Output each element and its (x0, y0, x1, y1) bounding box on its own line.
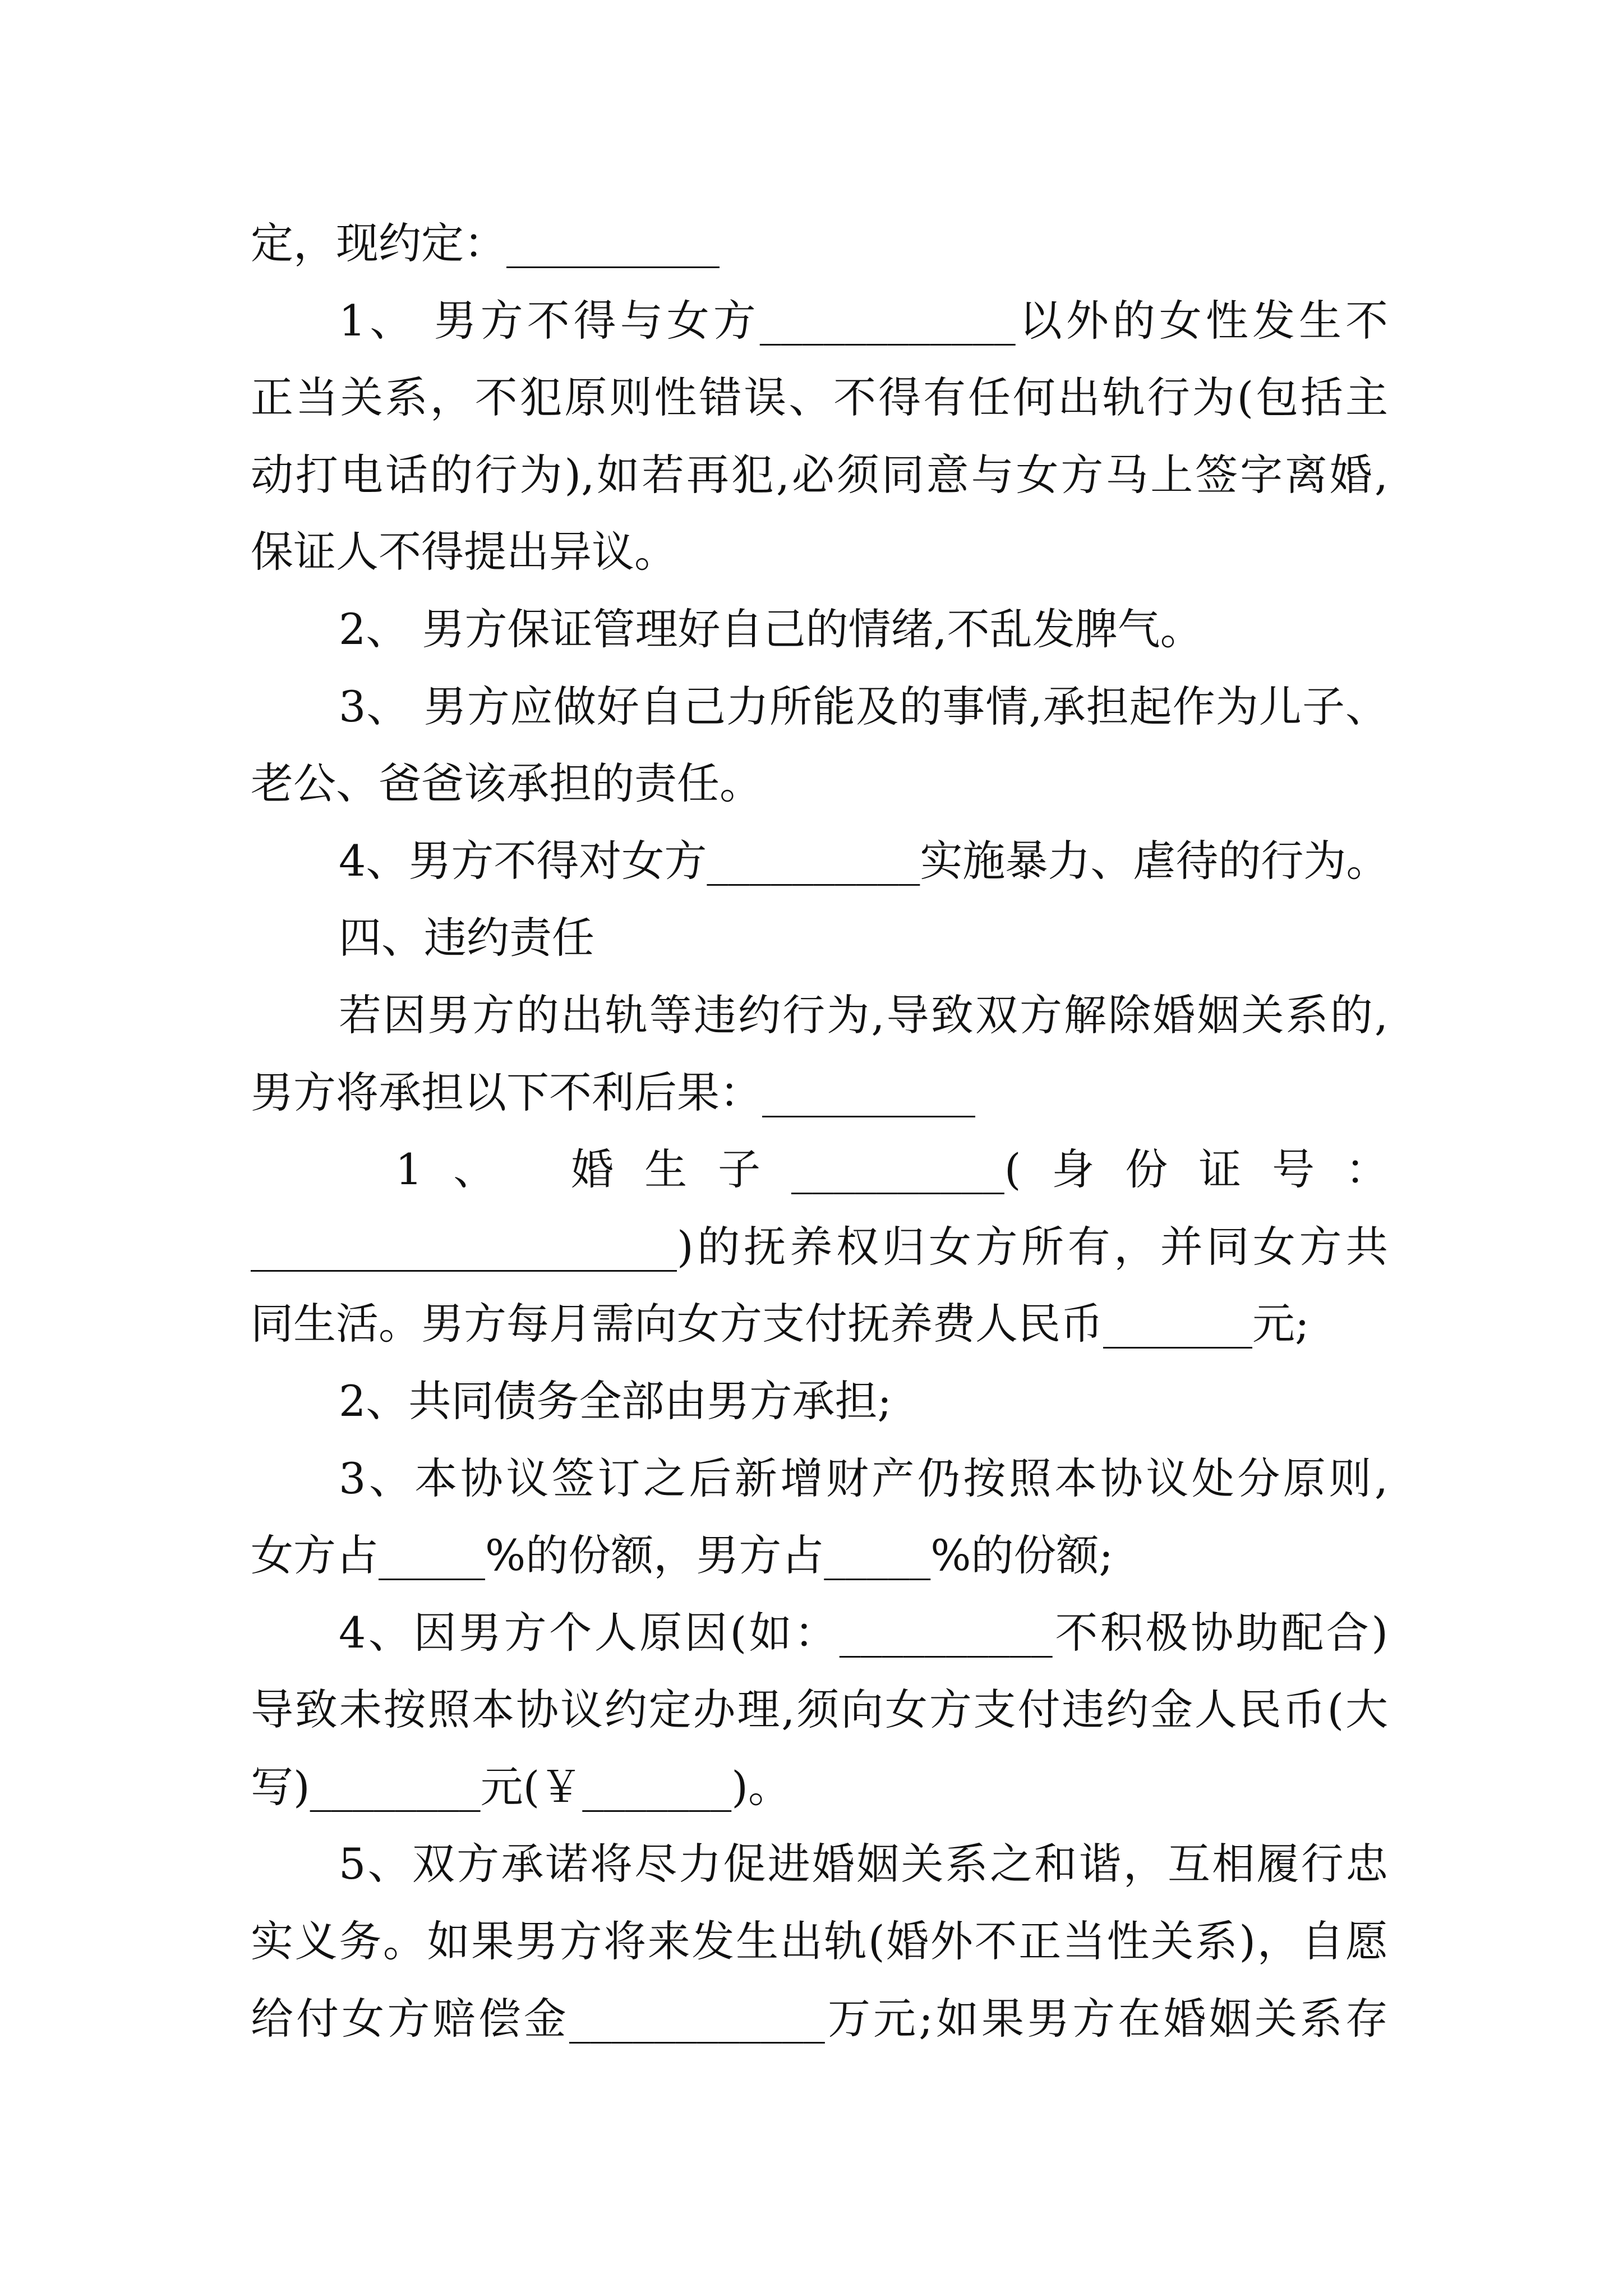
text-line: 给付女方赔偿金____________万元;如果男方在婚姻关系存 (251, 1993, 1388, 2044)
text-line: 女方占_____%的份额，男方占_____%的份额; (251, 1530, 1114, 1581)
clause-new-property-paragraph (251, 1440, 1388, 1594)
text-line: 1、 男方不得与女方____________以外的女性发生不 (339, 295, 1388, 346)
text-line: 3、 男方应做好自己力所能及的事情,承担起作为儿子、 (339, 681, 1388, 731)
text-line: 3、本协议签订之后新增财产仍按照本协议处分原则, (339, 1453, 1388, 1503)
text-line: 定，现约定：__________ (251, 218, 720, 268)
text-line: 4、因男方个人原因(如：__________不积极协助配合) (339, 1607, 1388, 1658)
text-line: 同生活。男方每月需向女方支付抚养费人民币_______元; (251, 1299, 1310, 1349)
text-line: 导致未按照本协议约定办理,须向女方支付违约金人民币(大 (251, 1685, 1388, 1735)
text-line: 保证人不得提出异议。 (251, 527, 677, 577)
section-heading: 四、违约责任 (339, 913, 594, 963)
text-line: 若因男方的出轨等违约行为,导致双方解除婚姻关系的, (339, 990, 1388, 1040)
clause-joint-debts-paragraph (251, 1363, 1388, 1440)
text-line: 2、 男方保证管理好自己的情绪,不乱发脾气。 (339, 604, 1203, 654)
agreement-intro-paragraph (251, 205, 1388, 282)
text-line: 正当关系，不犯原则性错误、不得有任何出轨行为(包括主 (251, 372, 1388, 423)
clause-temper-paragraph (251, 591, 1388, 668)
clause-penalty-paragraph (251, 1594, 1388, 1826)
document-body (251, 205, 1388, 2057)
text-line: 动打电话的行为),如若再犯,必须同意与女方马上签字离婚, (251, 449, 1388, 500)
text-line: 2、共同债务全部由男方承担; (339, 1375, 892, 1426)
breach-intro-paragraph (251, 977, 1388, 1131)
text-line: 4、男方不得对女方__________实施暴力、虐待的行为。 (339, 835, 1389, 886)
text-line: 实义务。如果男方将来发生出轨(婚外不正当性关系)，自愿 (251, 1916, 1388, 1967)
clause-responsibility-paragraph (251, 668, 1388, 822)
text-line: 写)________元(￥_______)。 (251, 1761, 791, 1812)
text-line: 5、双方承诺将尽力促进婚姻关系之和谐，互相履行忠 (339, 1839, 1388, 1889)
clause-child-custody-paragraph (251, 1131, 1388, 1363)
clause-fidelity-paragraph (251, 282, 1388, 591)
text-line: 1、 婚生子__________(身份证号： (395, 1144, 1388, 1195)
text-line: 男方将承担以下不利后果：__________ (251, 1067, 975, 1117)
clause-no-violence-paragraph (251, 822, 1388, 900)
text-line: 老公、爸爸该承担的责任。 (251, 758, 762, 809)
section-heading-breach-liability (251, 899, 1388, 977)
text-line: ____________________)的抚养权归女方所有，并同女方共 (251, 1221, 1388, 1272)
clause-fidelity-compensation-paragraph (251, 1825, 1388, 2057)
